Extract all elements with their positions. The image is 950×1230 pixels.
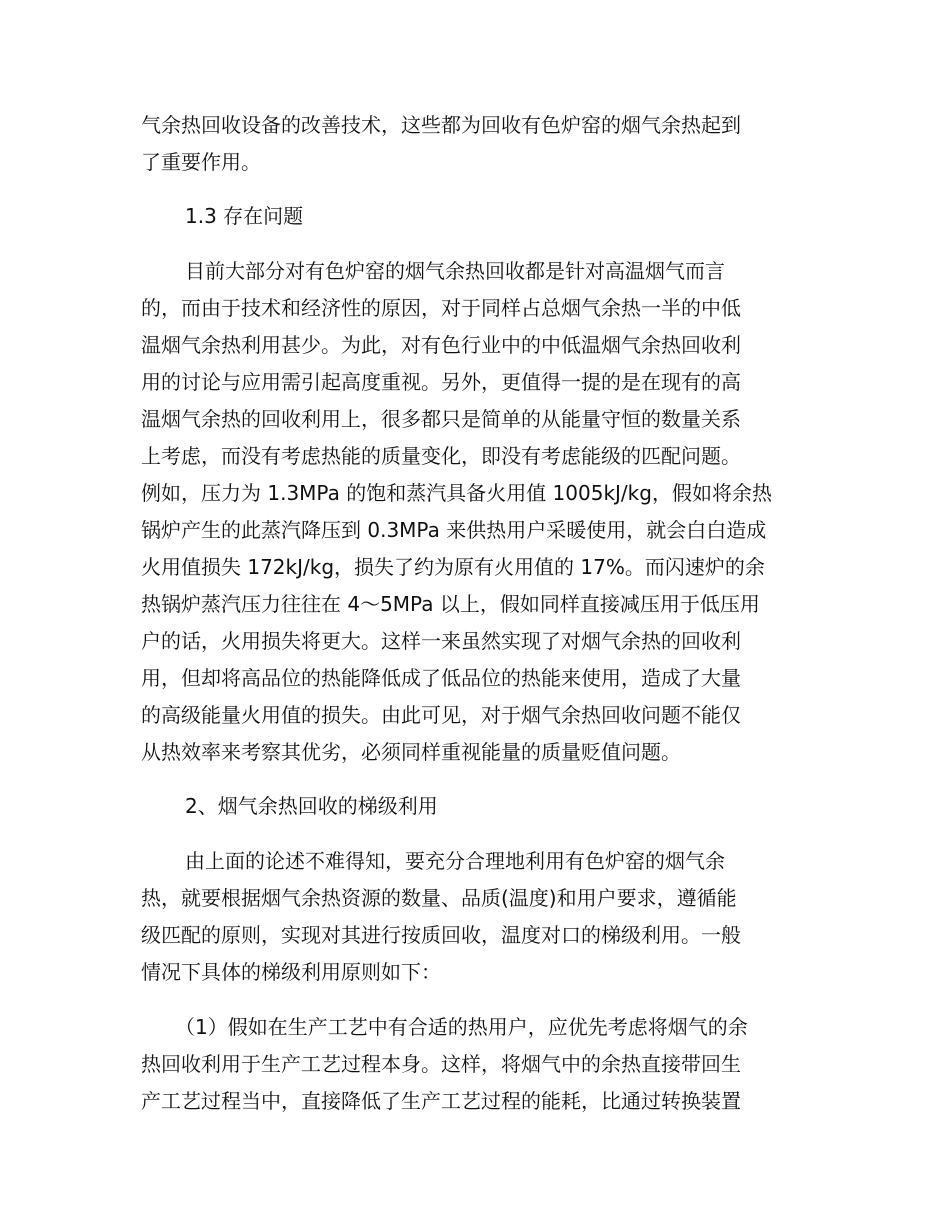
text-line: 由上面的论述不难得知，要充分合理地利用有色炉窑的烟气余 [185, 849, 725, 873]
text-line: 了重要作用。 [141, 150, 261, 174]
text-line: 锅炉产生的此蒸汽降压到 0.3MPa 来供热用户采暖使用，就会白白造成 [141, 518, 767, 542]
text-line: 的，而由于技术和经济性的原因，对于同样占总烟气余热一半的中低 [141, 296, 741, 320]
text-line: 户的话，火用损失将更大。这样一来虽然实现了对烟气余热的回收利 [141, 629, 741, 653]
text-line: 上考虑，而没有考虑热能的质量变化，即没有考虑能级的匹配问题。 [141, 444, 741, 468]
text-line: 气余热回收设备的改善技术，这些都为回收有色炉窑的烟气余热起到 [141, 113, 741, 137]
text-line: 用的讨论与应用需引起高度重视。另外，更值得一提的是在现有的高 [141, 370, 741, 394]
text-line: 热锅炉蒸汽压力往往在 4～5MPa 以上，假如同样直接减压用于低压用 [141, 592, 760, 616]
text-line: 目前大部分对有色炉窑的烟气余热回收都是针对高温烟气而言 [185, 259, 725, 283]
section-heading: 2、烟气余热回收的梯级利用 [185, 794, 438, 818]
section-heading: 1.3 存在问题 [185, 204, 304, 228]
text-line: 热，就要根据烟气余热资源的数量、品质(温度)和用户要求，遵循能 [141, 886, 737, 910]
text-line: 热回收利用于生产工艺过程本身。这样，将烟气中的余热直接带回生 [141, 1052, 741, 1076]
list-item: （1）假如在生产工艺中有合适的热用户，应优先考虑将烟气的余 [175, 1015, 748, 1039]
text-line: 用，但却将高品位的热能降低成了低品位的热能来使用，造成了大量 [141, 666, 741, 690]
text-line: 例如，压力为 1.3MPa 的饱和蒸汽具备火用值 1005kJ/kg，假如将余热 [141, 481, 772, 505]
text-line: 从热效率来考察其优劣，必须同样重视能量的质量贬值问题。 [141, 740, 681, 764]
text-line: 级匹配的原则，实现对其进行按质回收，温度对口的梯级利用。一般 [141, 923, 741, 947]
text-line: 温烟气余热利用甚少。为此，对有色行业中的中低温烟气余热回收利 [141, 333, 741, 357]
text-line: 情况下具体的梯级利用原则如下： [141, 960, 441, 984]
text-line: 温烟气余热的回收利用上，很多都只是简单的从能量守恒的数量关系 [141, 407, 741, 431]
text-line: 产工艺过程当中，直接降低了生产工艺过程的能耗，比通过转换装置 [141, 1089, 741, 1113]
text-line: 的高级能量火用值的损失。由此可见，对于烟气余热回收问题不能仅 [141, 703, 741, 727]
text-line: 火用值损失 172kJ/kg，损失了约为原有火用值的 17%。而闪速炉的余 [141, 555, 765, 579]
